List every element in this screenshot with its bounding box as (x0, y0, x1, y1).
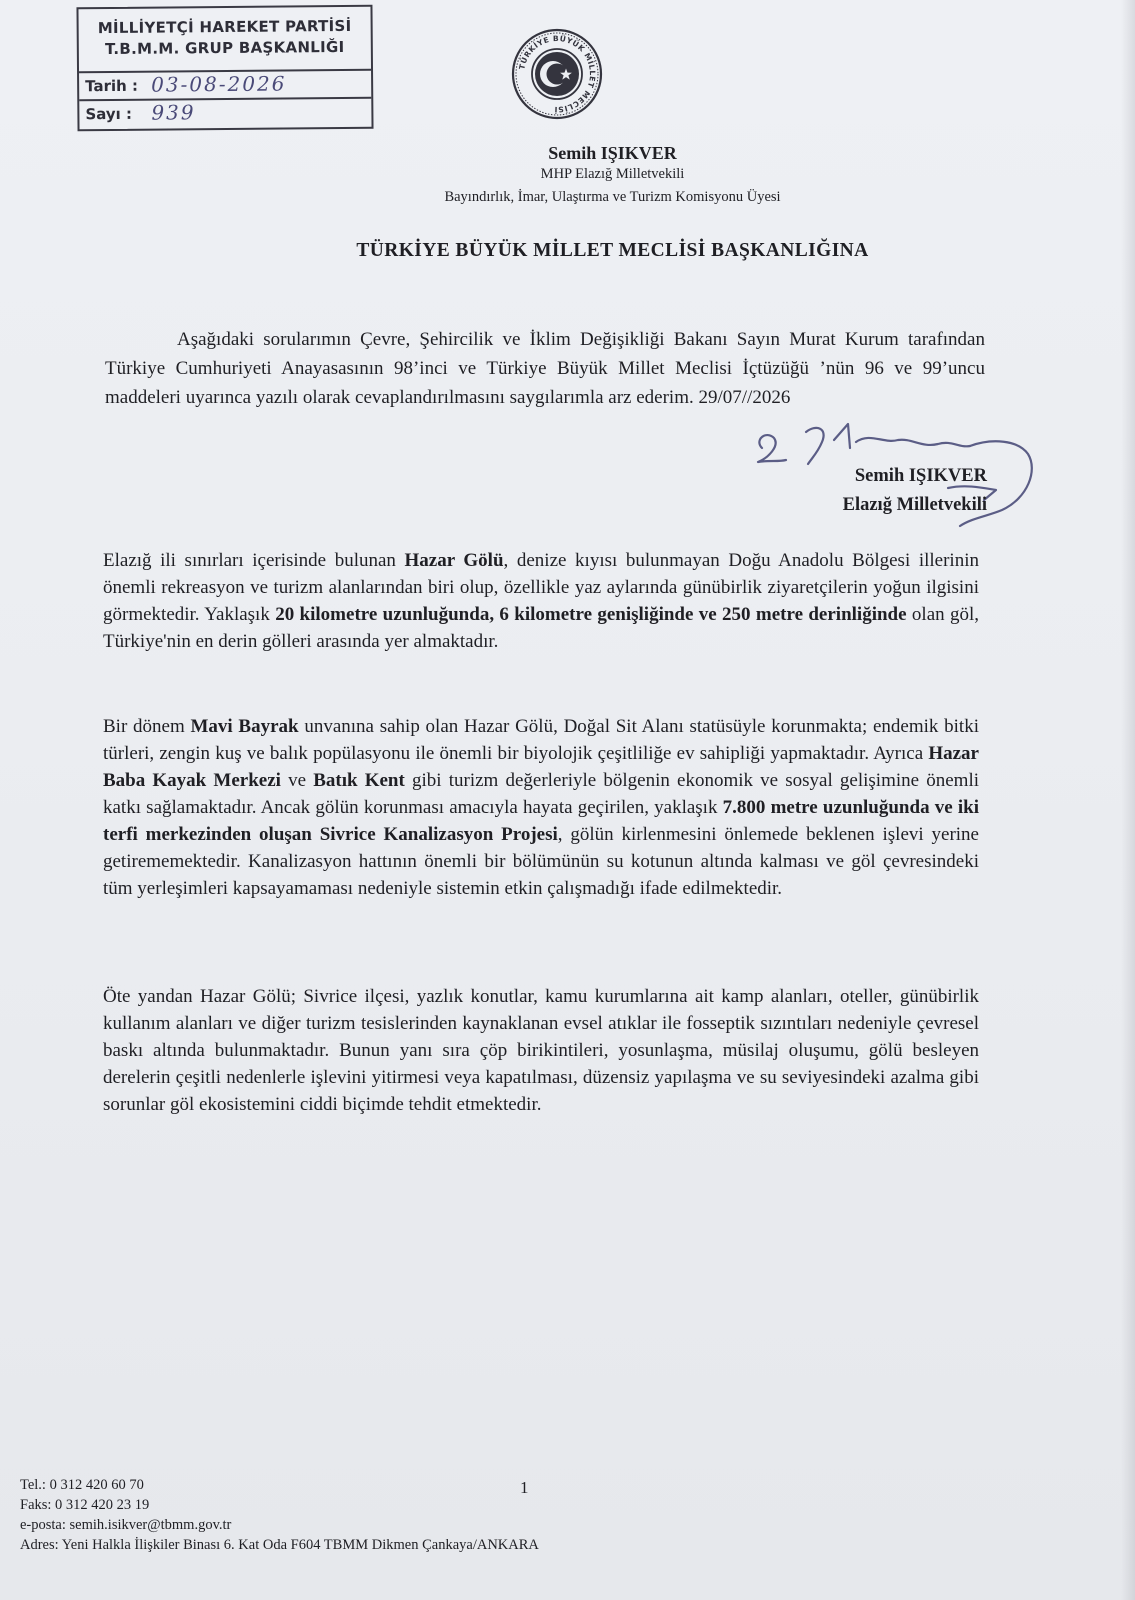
stamp-org-line1: MİLLİYETÇİ HAREKET PARTİSİ (97, 16, 352, 38)
mp-role: MHP Elazığ Milletvekili (540, 166, 685, 182)
signature-name: Semih IŞIKVER (854, 466, 987, 486)
p1-text: , denize kıyısı bulunmayan Doğu Anadolu Bölgesi illerinin önemli rekreasyon ve turizm alanlarından biri olup, özellikle yaz aylarında günübirlik ziyaretçilerin yoğun ilgisini görmektedir. Yaklaşık (103, 550, 979, 625)
p2-bold: 7.800 metre uzunluğunda ve iki terfi merkezinden oluşan Sivrice Kanalizasyon Projesi (103, 797, 979, 845)
p2-bold: Hazar Baba Kayak Merkezi (103, 743, 979, 791)
signature-block (843, 462, 987, 520)
p2-text: Bir dönem (103, 716, 191, 737)
tbmm-emblem-icon (511, 28, 603, 120)
stamp-date-value: 03-08-2026 (151, 71, 287, 97)
body-paragraph-3: Öte yandan Hazar Gölü; Sivrice ilçesi, yazlık konutlar, kamu kurumlarına ait kamp alanları, oteller, günübirlik kullanım alanları ve diğer turizm tesislerinden kaynaklanan evsel atıklar ile fosseptik sızıntıları nedeniyle çevresel baskı altında bulunmaktadır. Bunun yanı sıra çöp birikintileri, yosunlaşma, müsilaj oluşumu, gölü besleyen derelerin çeşitli nedenlerle işlevini yitirmesi veya kapatılması, düzensiz yapılaşma ve su seviyesindeki azalma gibi sorunlar göl ekosistemini ciddi biçimde tehdit etmektedir. (103, 986, 979, 1115)
p1-bold: 20 kilometre uzunluğunda, 6 kilometre genişliğinde ve 250 metre derinliğinde (275, 604, 907, 625)
svg-text:TÜRKİYE BÜYÜK MİLLET MECLİSİ: TÜRKİYE BÜYÜK MİLLET MECLİSİ (517, 33, 598, 115)
p1-text: olan göl, Türkiye'nin en derin gölleri arasında yer almaktadır. (103, 604, 980, 652)
body-paragraph-2 (103, 713, 979, 902)
footer-fax: Faks: 0 312 420 23 19 (20, 1497, 150, 1513)
p1-text: Elazığ ili sınırları içerisinde bulunan (103, 550, 405, 571)
mp-committee: Bayındırlık, İmar, Ulaştırma ve Turizm Komisyonu Üyesi (444, 189, 781, 205)
mp-name: Semih IŞIKVER (548, 143, 677, 163)
stamp-number-label: Sayı : (85, 104, 133, 124)
registry-stamp (76, 5, 373, 132)
stamp-number-row (79, 99, 371, 130)
p2-text: , gölün kirlenmesini önlemede beklenen işlevi yerine getirememektedir. Kanalizasyon hattının önemli bir bölümünün su kotunun altında kalması ve göl çevresindeki tüm yerleşimleri kapsayamaması nedeniyle sistemin etkin çalışmadığı ifade edilmektedir. (103, 824, 979, 899)
p2-text: ve (280, 770, 314, 791)
stamp-number-value: 939 (151, 100, 196, 125)
page-number: 1 (520, 1478, 529, 1497)
p2-text: unvanına sahip olan Hazar Gölü, Doğal Sit Alanı statüsüyle korunmakta; endemik bitki türleri, zengin kuş ve balık popülasyonu ile önemli bir biyolojik çeşitliliğe ev sahipliği yapmaktadır. Ayrıca (103, 716, 979, 764)
p2-bold: Batık Kent (313, 770, 405, 791)
stamp-org-line2: T.B.M.M. GRUP BAŞKANLIĞI (105, 37, 345, 59)
p1-bold: Hazar Gölü (404, 550, 504, 571)
intro-paragraph: Aşağıdaki sorularımın Çevre, Şehircilik ve İklim Değişikliği Bakanı Sayın Murat Kurum tarafından Türkiye Cumhuriyeti Anayasasının 98’inci ve Türkiye Büyük Millet Meclisi İçtüzüğü ’nün 96 ve 99’uncu maddeleri uyarınca yazılı olarak cevaplandırılmasını saygılarımla arz ederim. 29/07//2026 (105, 329, 985, 408)
footer-address: Adres: Yeni Halkla İlişkiler Binası 6. Kat Oda F604 TBMM Dikmen Çankaya/ANKARA (20, 1537, 539, 1553)
footer-tel: Tel.: 0 312 420 60 70 (20, 1477, 144, 1493)
stamp-date-label: Tarih : (85, 76, 139, 96)
body-paragraph-1 (103, 547, 979, 655)
stamp-header (78, 7, 371, 74)
contact-footer (20, 1475, 539, 1555)
p2-text: gibi turizm değerleriyle bölgenin ekonomik ve sosyal gelişimine önemli katkı sağlamaktadır. Ancak gölün korunması amacıyla hayata geçirilen, yaklaşık (103, 770, 980, 818)
signature-title: Elazığ Milletvekili (842, 495, 987, 515)
addressee-heading: TÜRKİYE BÜYÜK MİLLET MECLİSİ BAŞKANLIĞINA (356, 240, 869, 261)
stamp-date-row (79, 71, 371, 102)
p2-bold: Mavi Bayrak (190, 716, 299, 737)
footer-email: e-posta: semih.isikver@tbmm.gov.tr (20, 1517, 232, 1533)
